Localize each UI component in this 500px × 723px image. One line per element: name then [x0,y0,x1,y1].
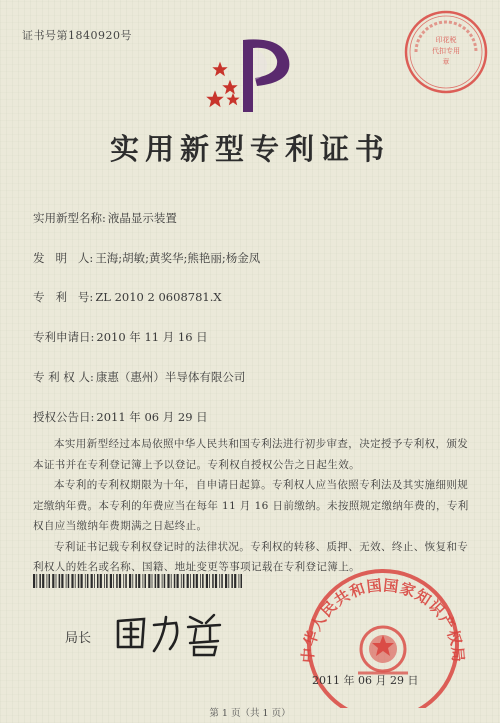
patent-number-row [33,289,222,305]
seal-arc-text: 中华人民共和国国家知识产权局 [298,576,468,664]
patent-number-value: ZL 2010 2 0608781.X [95,290,222,304]
barcode-icon [33,574,243,588]
inventor-label: 发 明 人: [33,251,94,265]
announcement-date-value: 2011 年 06 月 29 日 [96,410,208,424]
patentee-value: 康惠（惠州）半导体有限公司 [95,370,246,384]
tax-seal-stamp [402,8,490,96]
svg-text:章: 章 [442,58,450,66]
body-paragraph-register: 专利证书记载专利权登记时的法律状况。专利权的转移、质押、无效、终止、恢复和专利权人的姓名或名称、国籍、地址变更等事项记载在专利登记簿上。 [33,540,469,573]
filing-date-value: 2010 年 11 月 16 日 [96,330,208,344]
inventor-row [33,250,260,266]
sipo-logo-icon [205,34,295,116]
page-number: 第 1 页（共 1 页） [209,708,291,719]
seal-date: 2011 年 06 月 29 日 [312,674,419,687]
patentee-row [33,369,245,385]
certificate-body [33,434,473,578]
svg-text:印花税: 印花税 [435,36,457,44]
announcement-date-row [33,409,208,425]
filing-date-label: 专利申请日: [33,330,95,344]
director-label: 局长 [65,631,92,646]
filing-date-row [33,329,208,345]
patentee-label: 专 利 权 人: [33,370,94,384]
announcement-date-label: 授权公告日: [33,410,95,424]
utility-model-name-row [33,210,177,226]
svg-text:代扣专用: 代扣专用 [432,47,460,55]
utility-model-name-value: 液晶显示装置 [107,211,177,225]
patent-number-label: 专 利 号: [33,290,94,304]
body-paragraph-term: 本专利的专利权期限为十年，自申请日起算。专利权人应当依照专利法及其实施细则规定缴纳年费。本专利的年费应当在每年 11 月 16 日前缴纳。未按照规定缴纳年费的，专利权自应当缴纳年费期满之日起终止。 [33,479,469,532]
certificate-title: 实用新型专利证书 [109,132,390,166]
director-signature-icon [110,607,230,657]
body-paragraph-grant: 本实用新型经过本局依照中华人民共和国专利法进行初步审查，决定授予专利权，颁发本证书并在专利登记簿上予以登记。专利权自授权公告之日起生效。 [33,438,469,471]
certificate-number: 证书号第1840920号 [22,29,132,42]
inventor-value: 王海;胡敏;黄奖华;熊艳丽;杨金凤 [95,251,261,265]
utility-model-name-label: 实用新型名称: [33,211,106,225]
